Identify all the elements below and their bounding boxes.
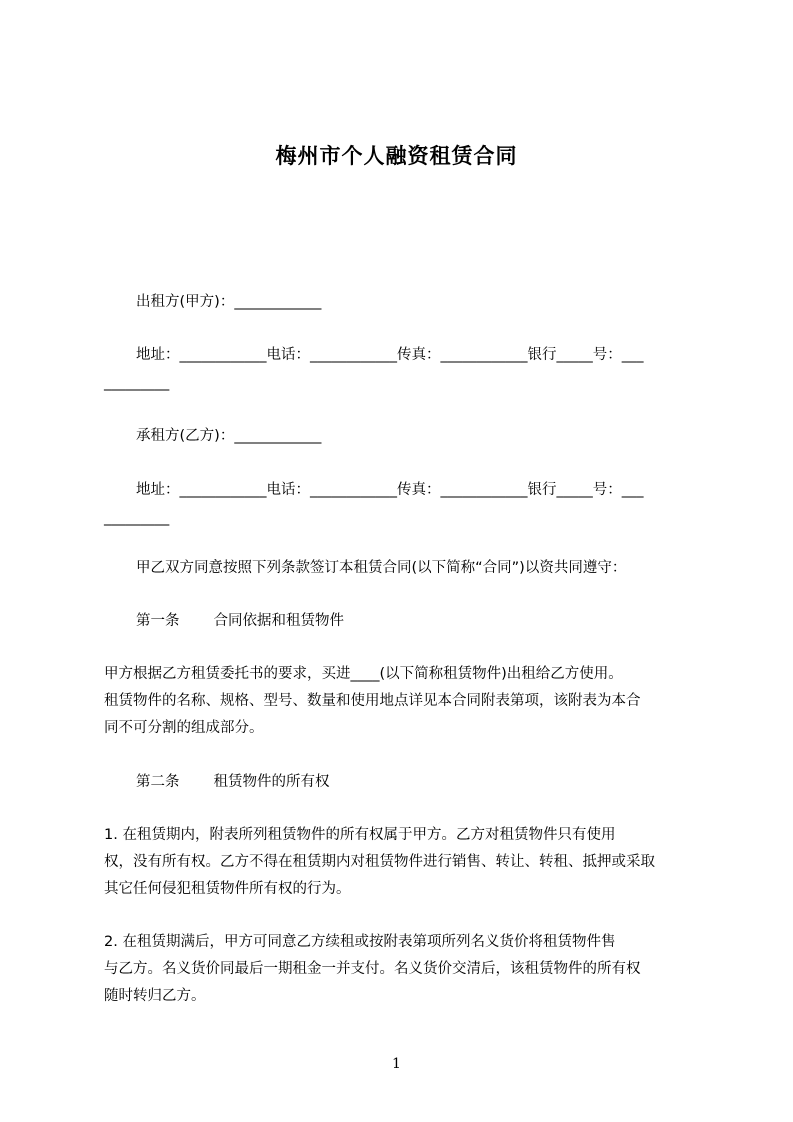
article-2-title: 租赁物件的所有权 (213, 774, 330, 790)
article-1-title: 合同依据和租赁物件 (213, 613, 344, 629)
article-2-para-2-line-3: 随时转归乙方。 (104, 988, 206, 1004)
lessor-line: 出租方(甲方)：____________ (136, 294, 322, 310)
article-1-number: 第一条 (136, 613, 180, 629)
article-2-para-2-line-2: 与乙方。名义货价同最后一期租金一并支付。名义货价交清后，该租赁物件的所有权 (104, 961, 641, 977)
lessor-contact-line-2: _________ (104, 375, 170, 391)
article-2-heading (136, 772, 704, 792)
document-title: 梅州市个人融资租赁合同 (275, 144, 518, 168)
article-1-line-2: 租赁物件的名称、规格、型号、数量和使用地点详见本合同附表第项，该附表为本合 (104, 693, 641, 709)
page-number: 1 (392, 1056, 401, 1072)
article-1-line-3: 同不可分割的组成部分。 (104, 720, 264, 736)
article-2-number: 第二条 (136, 774, 180, 790)
article-2-para-1-line-2: 权，没有所有权。乙方不得在租赁期内对租赁物件进行销售、转让、转租、抵押或采取 (104, 854, 655, 870)
article-2-para-2-line-1: 2. 在租赁期满后，甲方可同意乙方续租或按附表第项所列名义货价将租赁物件售 (104, 934, 616, 950)
lessee-line: 承租方(乙方)：____________ (136, 428, 322, 444)
lessee-contact-line-1: 地址：____________电话：____________传真：____________银行_____号：___ (136, 482, 644, 498)
lessee-contact-line-2: _________ (104, 510, 170, 526)
article-1-heading (136, 611, 704, 631)
article-2-para-1-line-3: 其它任何侵犯租赁物件所有权的行为。 (104, 881, 351, 897)
lessor-contact-line-1: 地址：____________电话：____________传真：____________银行_____号：___ (136, 347, 644, 363)
article-1-line-1: 甲方根据乙方租赁委托书的要求，买进____(以下简称租赁物件)出租给乙方使用。 (104, 666, 623, 682)
intro-paragraph: 甲乙双方同意按照下列条款签订本租赁合同(以下简称“合同”)以资共同遵守： (136, 560, 627, 576)
article-2-para-1-line-1: 1. 在租赁期内，附表所列租赁物件的所有权属于甲方。乙方对租赁物件只有使用 (104, 827, 616, 843)
